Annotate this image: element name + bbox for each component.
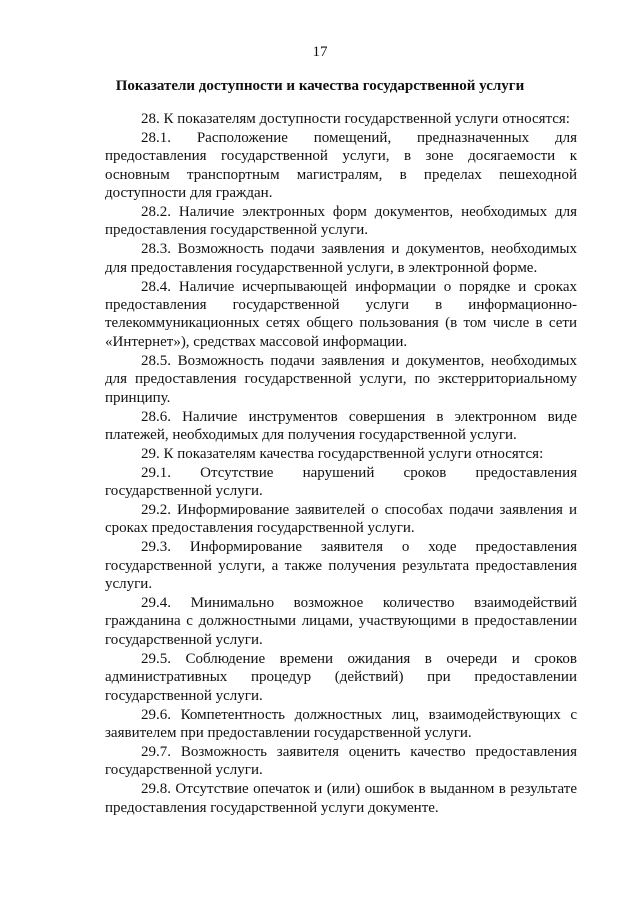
paragraph-28-2: 28.2. Наличие электронных форм документов, необходимых для предоставления государственной услуги. [105,204,577,239]
page-number: 17 [312,44,328,60]
paragraph-29-2: 29.2. Информирование заявителей о способах подачи заявления и сроках предоставления государственной услуги. [105,502,577,537]
paragraph-28-5: 28.5. Возможность подачи заявления и документов, необходимых для предоставления государственной услуги, по экстерриториальному принципу. [105,352,577,406]
paragraph-29-4: 29.4. Минимально возможное количество взаимодействий гражданина с должностными лицами, участвующими в предоставлении государственной услуги. [105,595,577,648]
paragraph-29-8: 29.8. Отсутствие опечаток и (или) ошибок в выданном в результате предоставления государственной услуги документе. [105,781,577,816]
paragraph-28-4: 28.4. Наличие исчерпывающей информации о порядке и сроках предоставления государственной услуги в информационно-телекоммуникационных сетях общего пользования (в том числе в сети «Интернет»), средствах массовой информации. [105,278,577,350]
paragraph-29-6: 29.6. Компетентность должностных лиц, взаимодействующих с заявителем при предоставлении государственной услуги. [105,706,577,741]
paragraph-29: 29. К показателям качества государственной услуги относятся: [141,445,544,462]
paragraph-28-6: 28.6. Наличие инструментов совершения в электронном виде платежей, необходимых для получения государственной услуги. [105,408,577,443]
paragraph-28-3: 28.3. Возможность подачи заявления и документов, необходимых для предоставления государственной услуги, в электронной форме. [105,241,577,276]
paragraph-28: 28. К показателям доступности государственной услуги относятся: [141,111,570,127]
paragraph-29-1: 29.1. Отсутствие нарушений сроков предоставления государственной услуги. [105,464,577,500]
paragraph-29-7: 29.7. Возможность заявителя оценить качество предоставления государственной услуги. [105,743,577,779]
paragraph-29-5: 29.5. Соблюдение времени ожидания в очереди и сроков административных процедур (действий) при предоставлении государственной услуги. [105,650,577,704]
paragraph-28-1: 28.1. Расположение помещений, предназначенных для предоставления государственной услуги, в зоне досягаемости к основным транспортным магистралям, в пределах пешеходной доступности для граждан. [105,129,577,202]
document-body [105,110,577,817]
paragraph-29-3: 29.3. Информирование заявителя о ходе предоставления государственной услуги, а также получения результата предоставления услуги. [105,539,577,593]
section-heading: Показатели доступности и качества государственной услуги [115,78,525,94]
